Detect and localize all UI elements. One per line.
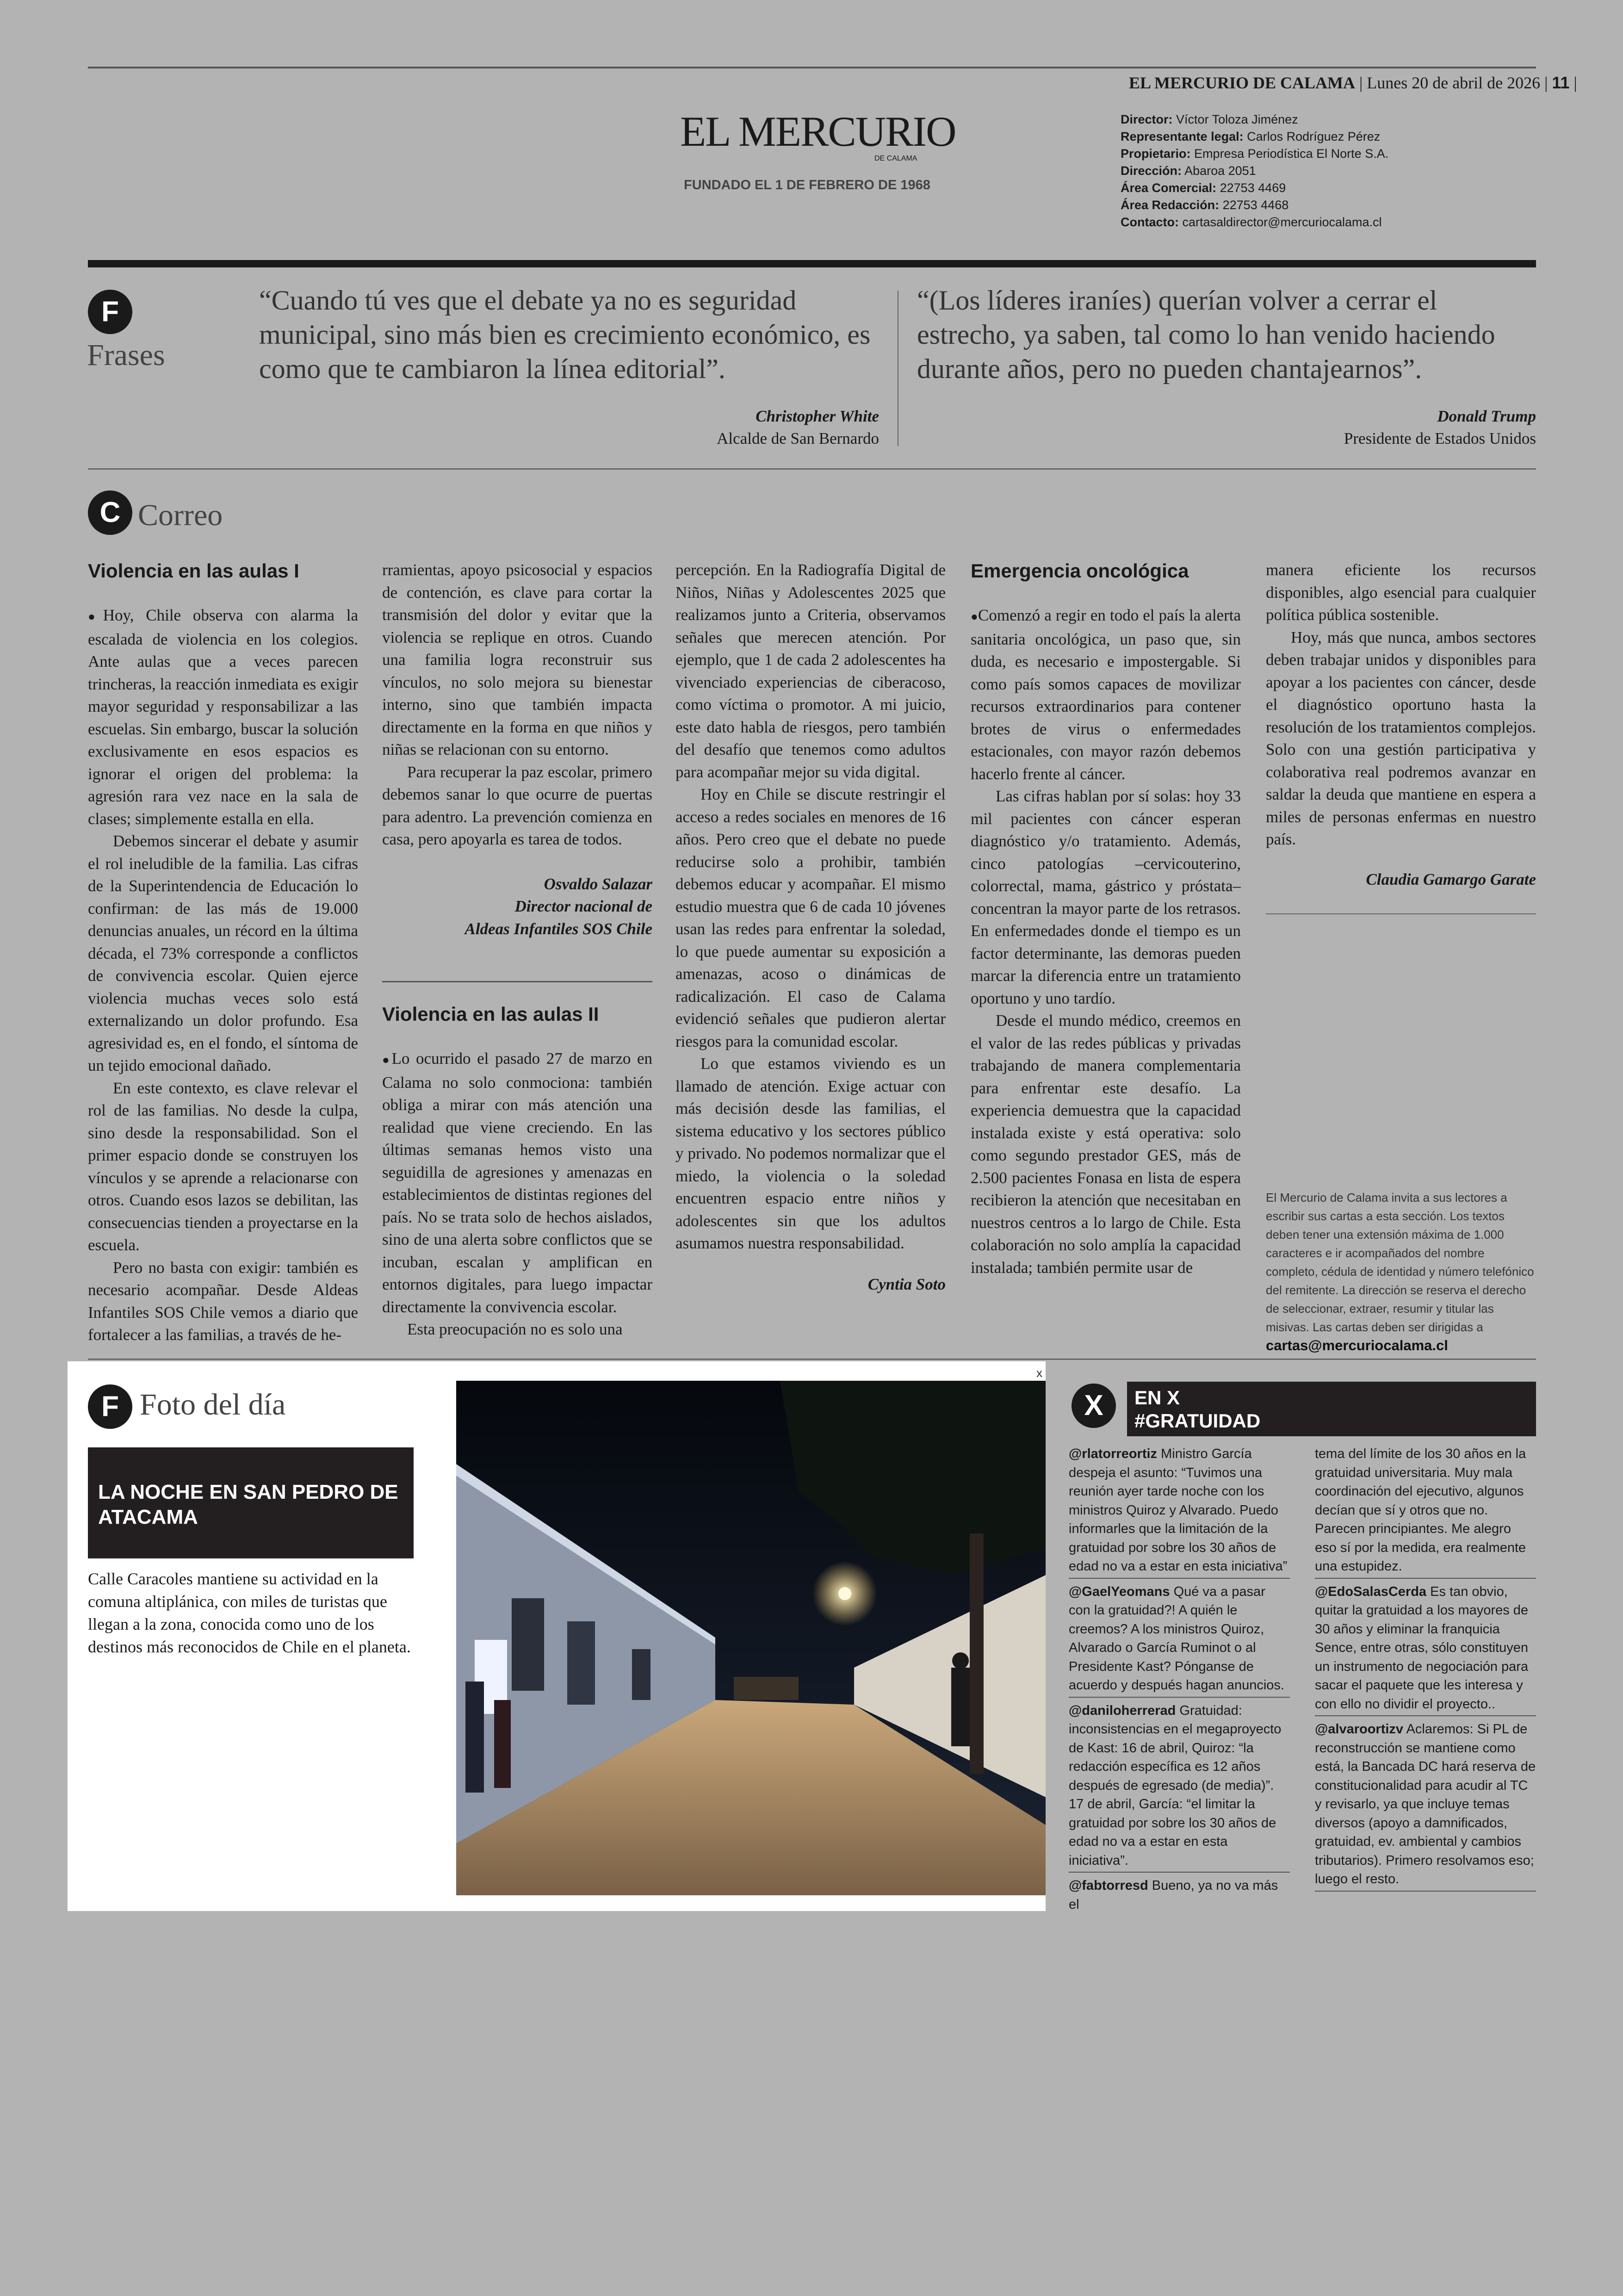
letter-2-col-b: [675, 559, 946, 1296]
letter-1-paragraph: Debemos sincerar el debate y asumir el rol ineludible de la familia. Las cifras de la Superintendencia de Educación lo confirman: de las más de 19.000 denuncias anuales, un récord en la última década, el 73% corresponde a conflictos de convivencia escolar. Quien ejerce violencia muchas veces solo está externalizando un dolor profundo. Esa agresividad es, en el fondo, el síntoma de un tejido emocional dañado.: [88, 832, 358, 1074]
separator: |: [1544, 74, 1552, 92]
photo-doorway: [632, 1649, 650, 1700]
letter-1-paragraph-cont: rramientas, apoyo psicosocial y espacios de contención, es clave para cortar la transmisión del dolor y evitar que la violencia se replique en otros. Cuando una familia logra reconstruir sus vínculos, no solo mejora su bienestar interno, sino que también impacta directamente en la forma en que niños y niñas se relacionan con su entorno.: [382, 561, 652, 758]
letter-2-paragraph: Hoy en Chile se discute restringir el acceso a redes sociales en menores de 16 años. Pero creo que el debate no puede reducirse solo a prohibir, también debemos educar y acompañar. El mismo estudio muestra que 6 de cada 10 jóvenes usan las redes para enfrentar la soledad, lo que puede aumentar su exposición a amenazas, acoso o dinámicas de radicalización. El caso de Calama evidenció señales que pudieron alertar riesgos para la comunidad escolar.: [675, 785, 946, 1050]
quote-1-role: Alcalde de San Bernardo: [717, 429, 879, 447]
letter-1-paragraph: Para recuperar la paz escolar, primero debemos sanar lo que ocurre de puertas para adentro. La prevención comienza en casa, pero apoyarla es tarea de todos.: [382, 763, 652, 848]
letter-3-paragraph-cont: manera eficiente los recursos disponibles, algo esencial para cualquier política pública sostenible.: [1266, 561, 1536, 624]
staff-row: [1121, 162, 1388, 180]
tweet-text: Es tan obvio, quitar la gratuidad a los mayores de 30 años y eliminar la franquicia Sence, entre otras, sólo constituyen un instrumento de negociación para sacar el paquete que les interesa y con ello no dividir el proyecto..: [1315, 1584, 1529, 1712]
photo-close-icon[interactable]: x: [1036, 1366, 1042, 1380]
tweets-col-1: [1069, 1445, 1290, 1919]
photo-person-head: [952, 1652, 969, 1669]
page-number: 11: [1552, 73, 1570, 92]
photo-night-street: [456, 1381, 1046, 1895]
correo-top-rule: [88, 468, 1536, 470]
photo-headline-box: [88, 1447, 414, 1558]
note-divider: [1266, 913, 1536, 914]
quote-1-author: Christopher White: [756, 407, 879, 425]
tweet-text: tema del límite de los 30 años en la gratuidad universitaria. Muy mala coordinación del ejecutivo, algunos decían que sí y otros que no. Parecen principiantes. Me alegro eso sí por la medida, era realmente una estupidez.: [1315, 1446, 1526, 1574]
letter-2-paragraph-part: Esta preocupación no es solo una: [407, 1320, 623, 1338]
staff-value: 22753 4468: [1222, 198, 1289, 212]
staff-label: Propietario:: [1121, 147, 1191, 161]
tweet: [1315, 1720, 1536, 1892]
tweet-handle[interactable]: @daniloherrerad: [1069, 1703, 1176, 1718]
staff-row: [1121, 128, 1388, 145]
letter-3-signature: Claudia Gamargo Garate: [1366, 870, 1536, 888]
frases-top-rule: [88, 260, 1536, 267]
staff-row: [1121, 180, 1388, 197]
staff-label: Dirección:: [1121, 164, 1182, 178]
letter-1-paragraph: En este contexto, es clave relevar el rol de las familias. No desde la culpa, sino desde la responsabilidad. Son el primer espacio donde se construyen los vínculos y se aprende a relacionarse con otros. Cuando esos lazos se debilitan, las consecuencias tienden a proyectarse en la escuela.: [88, 1079, 358, 1254]
letter-3-title: Emergencia oncológica: [971, 560, 1189, 582]
enx-title: EN X: [1134, 1387, 1180, 1409]
tweet: [1069, 1701, 1290, 1873]
letter-1-paragraph-part: Pero no basta con exigir: también es necesario acompañar. Desde Aldeas Infantiles SOS Chile vemos a diario que fortalecer a las familias, a través de he-: [88, 1258, 358, 1344]
staff-label: Representante legal:: [1121, 130, 1244, 143]
page-header-info: EL MERCURIO DE CALAMA | Lunes 20 de abril de 2026 | 11 |: [1129, 73, 1577, 92]
tweet-handle[interactable]: @GaelYeomans: [1069, 1584, 1170, 1599]
staff-label: Contacto:: [1121, 215, 1179, 229]
letter-2-paragraph-cont: percepción. En la Radiografía Digital de Niños, Niñas y Adolescentes 2025 que realizamos junto a Criteria, observamos señales que merecen atención. Por ejemplo, que 1 de cada 2 adolescentes ha vivenciado experiencias de ciberacoso, como víctima o promotor. A mi juicio, este dato habla de riesgos, pero también del desafío que tenemos como adultos para acompañar mejor su vida digital.: [675, 561, 946, 781]
staff-value[interactable]: cartasaldirector@mercuriocalama.cl: [1182, 215, 1382, 229]
frases-title: Frases: [87, 338, 165, 372]
staff-value: Empresa Periodística El Norte S.A.: [1194, 147, 1389, 161]
tweet-text: Gratuidad: inconsistencias en el megaproyecto de Kast: 16 de abril, Quiroz: “la redacción específica es 12 años después de egresado (de media)”. 17 de abril, García: “el limitar la gratuidad por sobre los 30 años de edad no va a estar en esta iniciativa”.: [1069, 1703, 1282, 1868]
editor-note-text: El Mercurio de Calama invita a sus lectores a escribir sus cartas a esta sección. Los textos deben tener una extensión máxima de 1.000 caracteres e ir acompañados del nombre completo, cédula de identidad y número telefónico del remitente. La dirección se reserva el derecho de seleccionar, extraer, resumir y titular las misivas. Las cartas deben ser dirigidas a: [1266, 1191, 1534, 1334]
letter-1-signature-role: Director nacional de: [514, 897, 652, 915]
issue-date: Lunes 20 de abril de 2026: [1367, 74, 1541, 92]
letter-3-col-b: [1266, 559, 1536, 891]
tweet-handle[interactable]: @alvaroortizv: [1315, 1722, 1404, 1737]
top-rule: [88, 67, 1536, 68]
quote-2-text: “(Los líderes iraníes) querían volver a cerrar el estrecho, ya saben, tal como lo han venido haciendo durante años, pero no pueden chantajearnos”.: [917, 285, 1495, 384]
letter-2-paragraph: Lo que estamos viviendo es un llamado de atención. Exige actuar con más decisión desde las familias, el sistema educativo y los sectores público y privado. No podemos normalizar que el miedo, la violencia o la soledad encuentren espacio entre niños y adolescentes sin que los adultos asumamos nuestra responsabilidad.: [675, 1055, 946, 1252]
photo-person: [494, 1700, 511, 1788]
tweet: [1069, 1445, 1290, 1579]
staff-label: Área Redacción:: [1121, 198, 1220, 212]
staff-row: [1121, 145, 1388, 162]
staff-row: [1121, 111, 1388, 128]
letter-3-paragraph: ● Comenzó a regir en todo el país la alerta sanitaria oncológica, un paso que, sin duda, es necesario e impostergable. Si como país somos capaces de movilizar recursos extraordinarios para contener brotes de virus o enfermedades estacionales, con mayor razón debemos hacerlo frente al cáncer.: [971, 604, 1241, 785]
letter-2-col-a: [382, 1002, 652, 1348]
tweet-handle[interactable]: @fabtorresd: [1069, 1878, 1148, 1893]
photo-caption: Calle Caracoles mantiene su actividad en la comuna altiplánica, con miles de turistas que llegan a la zona, conocida como uno de los destinos más reconocidos de Chile en el planeta.: [88, 1570, 411, 1656]
tweet-handle[interactable]: @EdoSalasCerda: [1315, 1584, 1427, 1599]
masthead-founded: FUNDADO EL 1 DE FEBRERO DE 1968: [684, 178, 930, 192]
letter-2-signature: Cyntia Soto: [867, 1275, 946, 1293]
quote-2-author: Donald Trump: [1437, 407, 1536, 425]
staff-value: Carlos Rodríguez Pérez: [1247, 130, 1381, 143]
letter-1-col-a: [88, 559, 358, 1346]
correo-title: Correo: [138, 498, 223, 532]
tweet-text: Qué va a pasar con la gratuidad?! A quién le creemos? A los ministros Quiroz, Alvarado o García Ruminot o al Presidente Kast? Pónganse de acuerdo y después hagan anuncios.: [1069, 1584, 1284, 1693]
staff-label: Área Comercial:: [1121, 181, 1217, 195]
photo-crowd: [734, 1677, 799, 1700]
separator: |: [1359, 74, 1367, 92]
letter-3-paragraph: Las cifras hablan por sí solas: hoy 33 mil pacientes con cáncer esperan diagnóstico y/o tratamiento. Además, cinco patologías –cervicouterino, colorrectal, mama, gástrico y próstata– concentran la mayor parte de los retrasos. En enfermedades donde el tiempo es un factor determinante, las demoras pueden marcar la diferencia entre un tratamiento oportuno y uno tardío.: [971, 787, 1241, 1007]
letter-2-paragraph: ● Lo ocurrido el pasado 27 de marzo en Calama no solo conmociona: también obliga a mirar con más atención una realidad que viene creciendo. En las últimas semanas hemos visto una seguidilla de agresiones y amenazas en establecimientos de distintas regiones del país. No se trata solo de hechos aislados, sino de una alerta sobre conflictos que se incuban, escalan y amplifican en entornos digitales, para luego impactar directamente la convivencia escolar.: [382, 1048, 652, 1318]
tweets-col-2: [1315, 1445, 1536, 1895]
letter-3-paragraph: Hoy, más que nunca, ambos sectores deben trabajar unidos y disponibles para apoyar a los pacientes con cáncer, desde el diagnóstico oportuno hasta la resolución de los tratamientos complejos. Solo con una gestión participativa y colaborativa real podremos avanzar en saldar la deuda que mantiene en espera a miles de personas enfermas en nuestro país.: [1266, 628, 1536, 848]
tweet-text: Bueno, ya no va más el: [1069, 1878, 1278, 1912]
paper-name: EL MERCURIO DE CALAMA: [1129, 74, 1356, 92]
enx-header: [1127, 1382, 1536, 1436]
editor-note-email[interactable]: cartas@mercuriocalama.cl: [1266, 1337, 1448, 1353]
photo-headline: LA NOCHE EN SAN PEDRO DE ATACAMA: [98, 1481, 398, 1528]
letter-2-title: Violencia en las aulas II: [382, 1003, 599, 1025]
masthead-logo-sub: DE CALAMA: [874, 155, 917, 162]
photo-person: [465, 1682, 484, 1793]
foto-title: Foto del día: [140, 1388, 286, 1421]
letter-1-title: Violencia en las aulas I: [88, 560, 299, 582]
tweet-text: Aclaremos: Si PL de reconstrucción se mantiene como está, la Bancada DC hará reserva de constitucionalidad para acudir al TC y revisarlo, ya que incluye temas diversos (apoyo a damnificados, gratuidad, ev. ambiental y cambios tributarios). Primero resolvamos eso; luego el resto.: [1315, 1722, 1536, 1886]
x-icon: X: [1072, 1384, 1116, 1428]
staff-value: Abaroa 2051: [1184, 164, 1256, 178]
letter-divider: [382, 981, 652, 982]
staff-value: 22753 4469: [1220, 181, 1286, 195]
letter-1-paragraph: ● Hoy, Chile observa con alarma la escalada de violencia en los colegios. Ante aulas que a veces parecen trincheras, la reacción inmediata es exigir mayor seguridad y responsabilizar a las escuelas. Sin embargo, buscar la solución exclusivamente en esos espacios es ignorar el origen del problema: la agresión rara vez nace en la sala de clases; simplemente estalla en ella.: [88, 604, 358, 830]
photo-doorway: [567, 1621, 595, 1705]
photo-person: [951, 1668, 970, 1746]
photo-night-street-illustration: [456, 1381, 1046, 1895]
tweet-text: Ministro García despeja el asunto: “Tuvimos una reunión ayer tarde noche con los ministros Quiroz y Alvarado. Puedo informarles que la limitación de la gratuidad por sobre los 30 años de edad no va a estar en esta iniciativa”: [1069, 1446, 1288, 1574]
staff-box: [1121, 111, 1388, 231]
photo-street-lamp: [838, 1587, 851, 1600]
photo-doorway: [512, 1598, 544, 1691]
tweet: [1315, 1445, 1536, 1579]
letter-1-signature-org: Aldeas Infantiles SOS Chile: [465, 919, 652, 938]
letter-1-signature-name: Osvaldo Salazar: [544, 875, 652, 893]
tweet: [1315, 1582, 1536, 1717]
photo-tree-trunk: [970, 1533, 984, 1774]
correo-c-icon: C: [88, 490, 132, 535]
staff-row: [1121, 214, 1388, 231]
staff-row: [1121, 197, 1388, 214]
tweet: [1069, 1876, 1290, 1916]
quote-1-text: “Cuando tú ves que el debate ya no es seguridad municipal, sino más bien es crecimiento económico, es como que te cambiaron la línea editorial”.: [259, 285, 871, 384]
tweet-handle[interactable]: @rlatorreortiz: [1069, 1446, 1158, 1461]
editor-note: [1266, 1188, 1536, 1355]
frases-f-icon: F: [88, 290, 132, 334]
staff-value: Víctor Toloza Jiménez: [1176, 112, 1298, 126]
masthead-logo: EL MERCURIO: [680, 108, 956, 155]
staff-label: Director:: [1121, 112, 1173, 126]
foto-f-icon: F: [88, 1384, 132, 1429]
enx-hashtag: #GRATUIDAD: [1134, 1410, 1261, 1432]
tweet: [1069, 1582, 1290, 1698]
letter-3-col-a: [971, 559, 1241, 1346]
letter-3-paragraph-part: Desde el mundo médico, creemos en el valor de las redes públicas y privadas trabajando de manera complementaria para enfrentar este desafío. La experiencia demuestra que la capacidad instalada existe y está operativa: solo como segundo prestador GES, más de 2.500 pacientes Fonasa en lista de espera recibieron la atención que necesitaban en nuestros centros a lo largo de Chile. Esta colaboración no solo amplía la capacidad instalada; también permite usar de: [971, 1011, 1241, 1277]
letter-1-col-b: [382, 559, 652, 940]
bottom-section-rule: [88, 1359, 1536, 1360]
quote-2-role: Presidente de Estados Unidos: [1344, 429, 1536, 447]
